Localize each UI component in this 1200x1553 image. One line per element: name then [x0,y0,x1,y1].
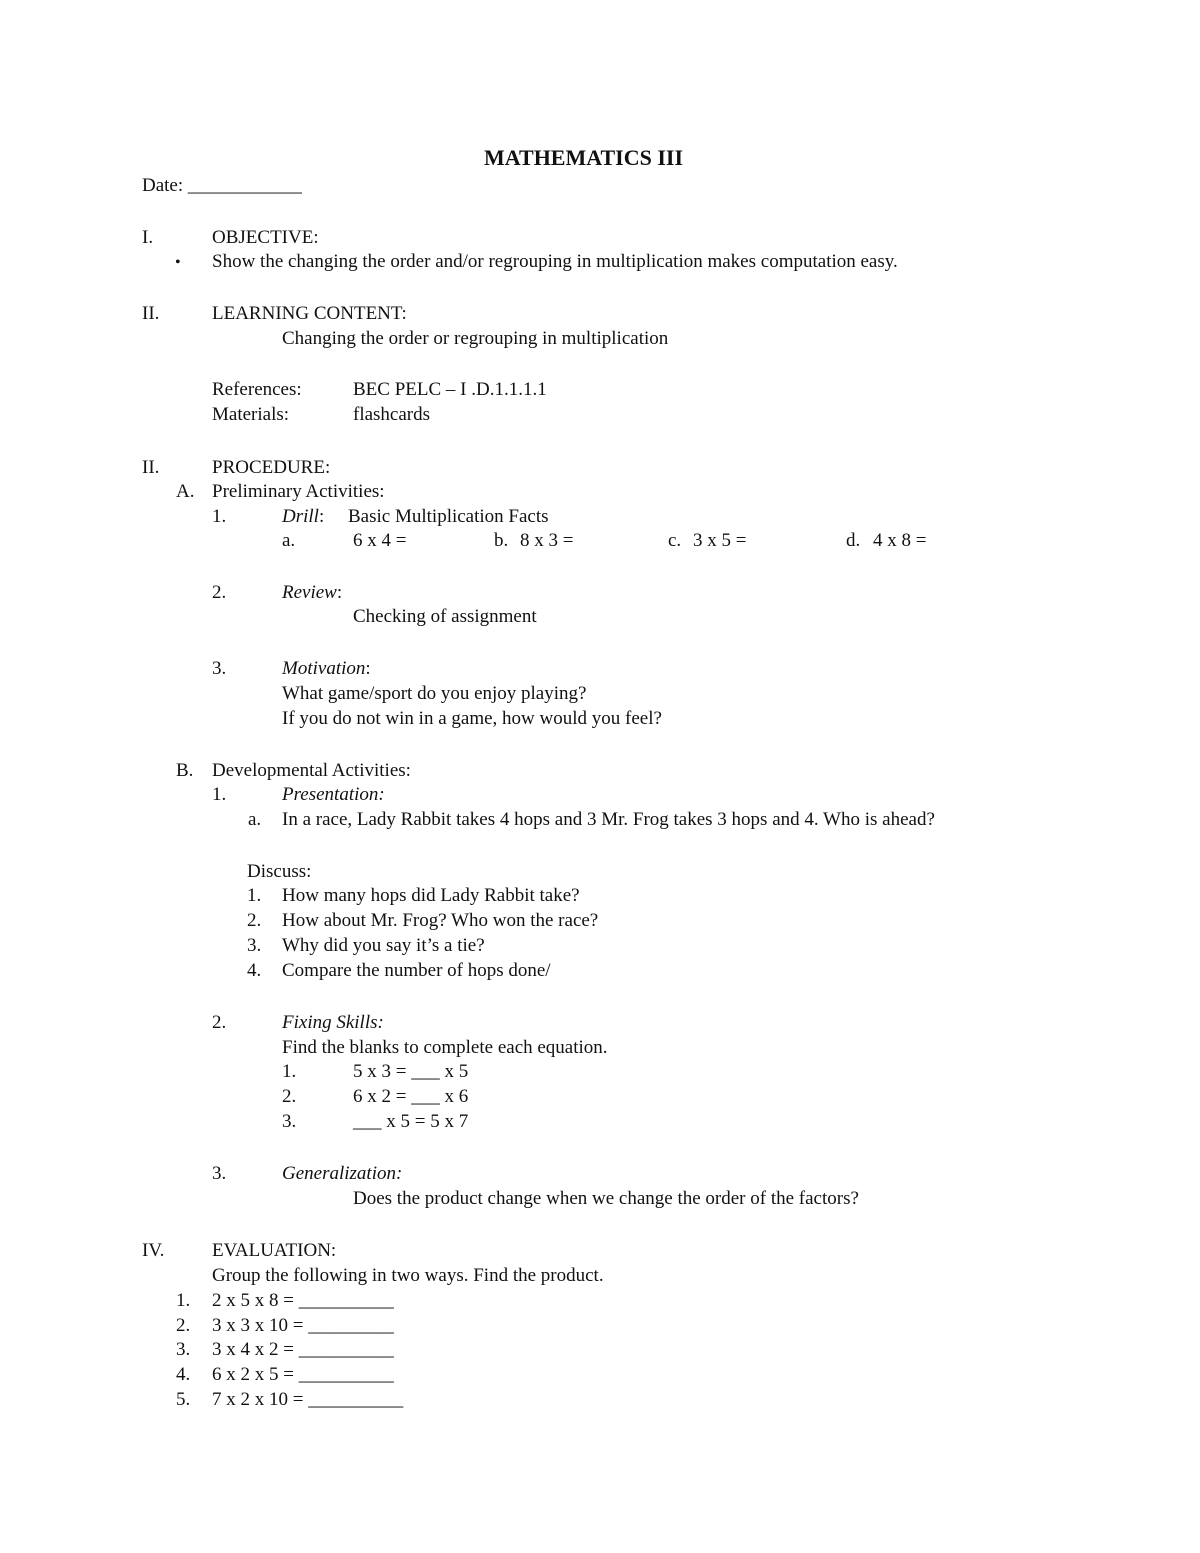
discuss-label: Discuss: [247,861,312,882]
review-number: 2. [212,582,227,603]
discuss-item-number: 2. [247,910,262,931]
discuss-item-text: How about Mr. Frog? Who won the race? [282,910,599,931]
drill-item-b-expr: 8 x 3 = [520,530,574,551]
references-label: References: [212,379,302,400]
objective-text: Show the changing the order and/or regrouping in multiplication makes computation easy. [212,251,898,272]
fixing-skills-instruction: Find the blanks to complete each equation. [282,1037,608,1058]
drill-item-a-letter: a. [282,530,296,551]
drill-item-c-letter: c. [668,530,682,551]
preliminary-letter: A. [176,481,195,502]
motivation-colon: : [365,658,371,679]
motivation-question: If you do not win in a game, how would you feel? [282,708,662,729]
fixing-item-expr: 5 x 3 = ___ x 5 [353,1061,469,1082]
review-label [282,583,342,602]
developmental-letter: B. [176,760,194,781]
discuss-item-number: 3. [247,935,262,956]
drill-colon: : [318,506,325,527]
drill-item-d-expr: 4 x 8 = [873,530,927,551]
evaluation-item-expr: 3 x 3 x 10 = _________ [212,1315,394,1336]
evaluation-item-expr: 3 x 4 x 2 = __________ [212,1339,394,1360]
drill-label [282,507,324,526]
date-line: Date: ____________ [142,175,302,196]
objective-heading: OBJECTIVE: [212,227,319,248]
evaluation-item-number: 5. [176,1389,191,1410]
drill-item-d-letter: d. [846,530,861,551]
discuss-item-number: 1. [247,885,262,906]
review-colon: : [336,582,343,603]
procedure-numeral: II. [142,457,160,478]
drill-title: Basic Multiplication Facts [348,506,549,527]
preliminary-heading: Preliminary Activities: [212,481,385,502]
review-text: Checking of assignment [353,606,537,627]
fixing-skills-label: Fixing Skills: [282,1012,384,1033]
learning-content-topic: Changing the order or regrouping in multiplication [282,328,669,349]
evaluation-item-expr: 6 x 2 x 5 = __________ [212,1364,394,1385]
presentation-label: Presentation: [282,784,385,805]
references-value: BEC PELC – I .D.1.1.1.1 [353,379,547,400]
drill-item-c-expr: 3 x 5 = [693,530,747,551]
procedure-heading: PROCEDURE: [212,457,331,478]
drill-item-a-expr: 6 x 4 = [353,530,407,551]
evaluation-item-number: 3. [176,1339,191,1360]
motivation-label [282,659,371,678]
objective-numeral: I. [142,227,154,248]
materials-label: Materials: [212,404,290,425]
presentation-problem: In a race, Lady Rabbit takes 4 hops and 3 Mr. Frog takes 3 hops and 4. Who is ahead? [282,809,935,830]
evaluation-item-number: 4. [176,1364,191,1385]
discuss-item-text: How many hops did Lady Rabbit take? [282,885,580,906]
drill-number: 1. [212,506,227,527]
generalization-label: Generalization: [282,1163,403,1184]
discuss-item-text: Compare the number of hops done/ [282,960,551,981]
drill-item-b-letter: b. [494,530,509,551]
evaluation-item-number: 2. [176,1315,191,1336]
discuss-item-text: Why did you say it’s a tie? [282,935,485,956]
drill-label-text: Drill [282,506,319,527]
review-label-text: Review [282,582,337,603]
generalization-question: Does the product change when we change the order of the factors? [353,1188,859,1209]
evaluation-heading: EVALUATION: [212,1240,337,1261]
learning-content-heading: LEARNING CONTENT: [212,303,407,324]
evaluation-item-expr: 7 x 2 x 10 = __________ [212,1389,404,1410]
evaluation-instruction: Group the following in two ways. Find the product. [212,1265,604,1286]
motivation-label-text: Motivation [282,658,366,679]
fixing-item-number: 1. [282,1061,297,1082]
fixing-item-number: 2. [282,1086,297,1107]
bullet-icon: • [175,254,181,271]
evaluation-numeral: IV. [142,1240,165,1261]
fixing-item-expr: ___ x 5 = 5 x 7 [353,1111,469,1132]
generalization-number: 3. [212,1163,227,1184]
evaluation-item-number: 1. [176,1290,191,1311]
learning-content-numeral: II. [142,303,160,324]
page-title: MATHEMATICS III [484,145,684,170]
motivation-question: What game/sport do you enjoy playing? [282,683,587,704]
fixing-skills-number: 2. [212,1012,227,1033]
developmental-heading: Developmental Activities: [212,760,411,781]
fixing-item-number: 3. [282,1111,297,1132]
discuss-item-number: 4. [247,960,262,981]
presentation-problem-letter: a. [248,809,262,830]
fixing-item-expr: 6 x 2 = ___ x 6 [353,1086,469,1107]
motivation-number: 3. [212,658,227,679]
evaluation-item-expr: 2 x 5 x 8 = __________ [212,1290,394,1311]
materials-value: flashcards [353,404,431,425]
presentation-number: 1. [212,784,227,805]
